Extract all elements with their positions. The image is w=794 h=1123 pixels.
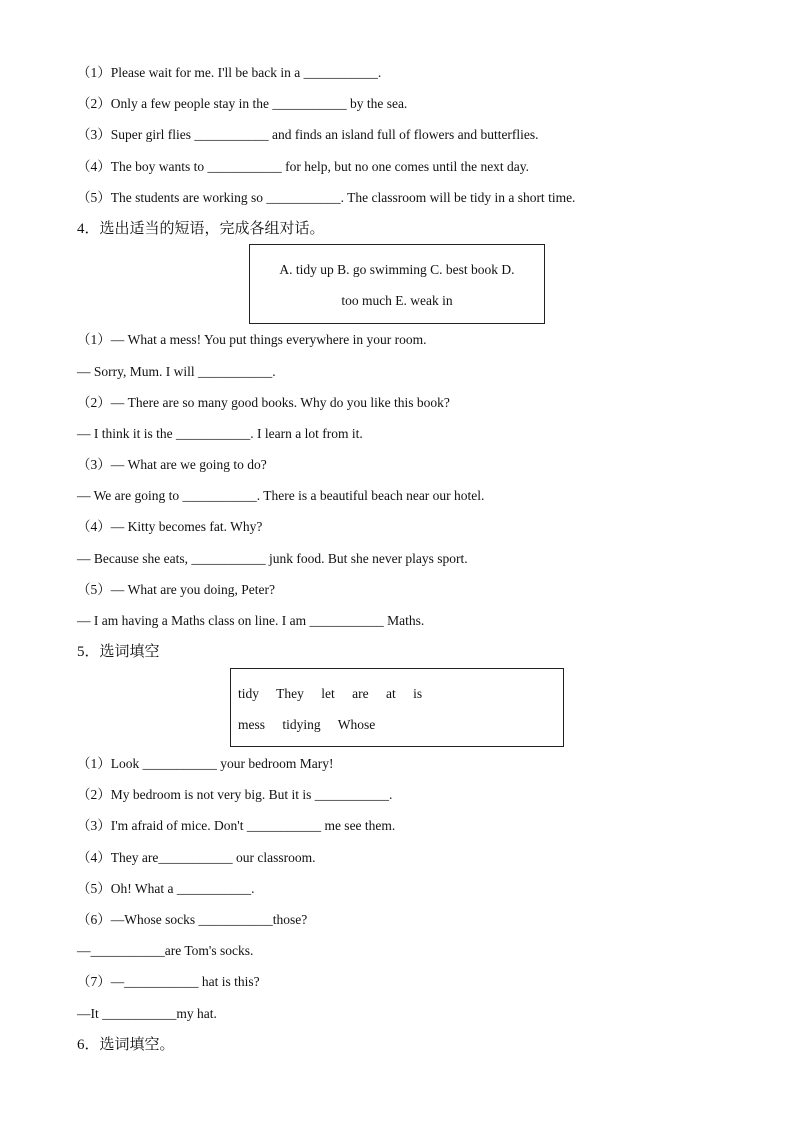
q3-item-5: （5）The students are working so ___________. The classroom will be tidy in a short time.	[77, 190, 576, 205]
q3-item-4: （4）The boy wants to ___________ for help, but no one comes until the next day.	[77, 159, 530, 174]
q5-line-3: （3）I'm afraid of mice. Don't ___________ me see them.	[77, 818, 396, 833]
q5-box-line-2: mess tidying Whose	[238, 717, 376, 732]
q4-line-5: （3）— What are we going to do?	[77, 457, 267, 472]
q3-item-1: （1）Please wait for me. I'll be back in a ___________.	[77, 65, 382, 80]
q5-line-5: （5）Oh! What a ___________.	[77, 881, 255, 896]
q5-line-9: —It ___________my hat.	[77, 1006, 217, 1021]
q5-line-6: （6）—Whose socks ___________those?	[77, 912, 308, 927]
q5-line-4: （4）They are___________ our classroom.	[77, 850, 316, 865]
q4-line-4: — I think it is the ___________. I learn a lot from it.	[77, 426, 363, 441]
q5-title: 5．选词填空	[77, 644, 160, 660]
q4-word-box	[249, 244, 545, 324]
q6-title: 6．选词填空。	[77, 1037, 175, 1053]
q5-line-2: （2）My bedroom is not very big. But it is ___________.	[77, 787, 393, 802]
q4-box-line-2: too much E. weak in	[341, 293, 453, 308]
q5-word-box	[230, 668, 564, 747]
q4-title: 4．选出适当的短语，完成各组对话。	[77, 221, 325, 237]
q3-item-3: （3）Super girl flies ___________ and finds an island full of flowers and butterflies.	[77, 127, 539, 142]
q4-line-9: （5）— What are you doing, Peter?	[77, 582, 275, 597]
q5-box-line-1: tidy They let are at is	[238, 686, 423, 701]
q4-box-line-1: A. tidy up B. go swimming C. best book D.	[279, 262, 515, 277]
q4-line-8: — Because she eats, ___________ junk food. But she never plays sport.	[77, 551, 468, 566]
q4-line-1: （1）— What a mess! You put things everywhere in your room.	[77, 332, 427, 347]
q5-line-7: —___________are Tom's socks.	[77, 943, 254, 958]
q5-line-8: （7）—___________ hat is this?	[77, 974, 260, 989]
q5-line-1: （1）Look ___________ your bedroom Mary!	[77, 756, 334, 771]
q4-line-10: — I am having a Maths class on line. I am ___________ Maths.	[77, 613, 425, 628]
q4-line-2: — Sorry, Mum. I will ___________.	[77, 364, 276, 379]
q3-item-2: （2）Only a few people stay in the ___________ by the sea.	[77, 96, 408, 111]
q4-line-7: （4）— Kitty becomes fat. Why?	[77, 519, 263, 534]
q4-line-6: — We are going to ___________. There is a beautiful beach near our hotel.	[77, 488, 485, 503]
q4-line-3: （2）— There are so many good books. Why do you like this book?	[77, 395, 450, 410]
